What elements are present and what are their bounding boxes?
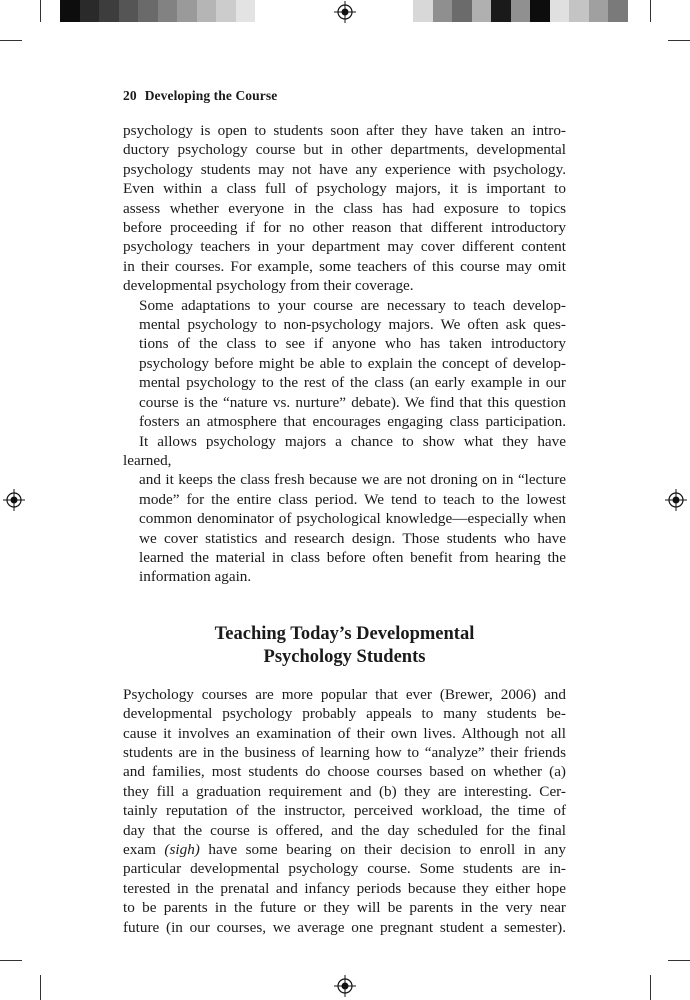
color-swatch (197, 0, 217, 22)
text-line: course is the “nature vs. nurture” debate). We find that this question (139, 393, 566, 411)
running-title: Developing the Course (144, 88, 278, 103)
color-swatch (236, 0, 256, 22)
text-line: particular developmental psychology course. Some students are in- (123, 860, 566, 878)
color-swatch (511, 0, 531, 22)
color-swatch (138, 0, 158, 22)
text-run: exam (123, 841, 165, 858)
color-swatch (433, 0, 453, 22)
registration-mark-icon (334, 1, 356, 23)
text-line: Even within a class full of psychology majors, it is important to (123, 180, 566, 198)
paragraph (123, 121, 566, 296)
text-line: assess whether everyone in the class has had exposure to topics (123, 199, 566, 217)
color-swatch (452, 0, 472, 22)
text-line: and it keeps the class fresh because we are not droning on in “lecture (139, 471, 566, 489)
color-swatch (413, 0, 433, 22)
color-swatch (569, 0, 589, 22)
color-swatch (608, 0, 628, 22)
color-swatch (80, 0, 100, 22)
section-heading-line: Teaching Today’s Developmental (214, 623, 475, 644)
crop-mark (40, 0, 41, 22)
text-line: tions of the class to see if anyone who has taken introductory (139, 335, 566, 353)
color-swatch (530, 0, 550, 22)
text-line: future (in our courses, we average one pregnant student a semester). (123, 918, 566, 936)
color-swatch (158, 0, 178, 22)
text-line: psychology is open to students soon after they have taken an intro- (123, 122, 566, 139)
text-line: It allows psychology majors a chance to show what they have learned, (123, 432, 566, 469)
text-line: and families, most students do choose courses based on whether (a) (123, 763, 566, 781)
crop-mark (0, 960, 22, 961)
text-line: before proceeding if for no other reason that different introductory (123, 219, 566, 237)
color-swatch (491, 0, 511, 22)
text-line: mental psychology to the rest of the class (an early example in our (139, 374, 566, 392)
text-line: mode” for the entire class period. We tend to teach to the lowest (139, 490, 566, 508)
color-bar-left (60, 0, 275, 22)
text-line: learned the material in class before often benefit from hearing the (139, 548, 566, 566)
text-line: information again. (139, 568, 252, 586)
paragraph (123, 296, 566, 587)
text-line: Some adaptations to your course are necessary to teach develop- (139, 296, 566, 314)
text-line: mental psychology to non-psychology majors. We often ask ques- (139, 316, 566, 334)
text-line: fosters an atmosphere that encourages engaging class participation. (139, 413, 566, 431)
text-line: psychology teachers in your department may cover different content (123, 238, 566, 256)
color-swatch (119, 0, 139, 22)
crop-mark (0, 40, 22, 41)
text-line: psychology students may not have any experience with psychology. (123, 160, 566, 178)
color-swatch (216, 0, 236, 22)
color-swatch (550, 0, 570, 22)
registration-mark-icon (665, 489, 687, 511)
registration-mark-icon (334, 975, 356, 997)
color-swatch (589, 0, 609, 22)
registration-mark-icon (3, 489, 25, 511)
text-line: they fill a graduation requirement and (b) they are interesting. Cer- (123, 782, 566, 800)
text-line: we cover statistics and research design. Those students who have (139, 529, 566, 547)
crop-mark (40, 975, 41, 1000)
color-swatch (255, 0, 275, 22)
text-line: developmental psychology probably appeals to many students be- (123, 705, 566, 723)
color-swatch (472, 0, 492, 22)
text-line: day that the course is offered, and the day scheduled for the final (123, 821, 566, 839)
text-run: have some bearing on their decision to enroll in any (199, 841, 566, 858)
section-heading (123, 623, 566, 669)
text-line: in their courses. For example, some teachers of this course may omit (123, 257, 566, 275)
section-heading-line: Psychology Students (263, 646, 426, 667)
body-text (123, 121, 566, 937)
paragraph (123, 685, 566, 937)
text-line: ductory psychology course but in other departments, developmental (123, 141, 566, 159)
text-line: psychology before might be able to explain the concept of develop- (139, 354, 566, 372)
crop-mark (668, 40, 690, 41)
text-line: common denominator of psychological knowledge—especially when (139, 510, 566, 528)
text-line: Psychology courses are more popular that ever (Brewer, 2006) and (123, 685, 566, 703)
text-line: students are in the business of learning how to “analyze” their friends (123, 743, 566, 761)
text-line: terested in the prenatal and infancy periods because they either hope (123, 879, 566, 897)
text-line: developmental psychology from their coverage. (123, 277, 414, 295)
book-page (123, 88, 566, 937)
color-swatch (99, 0, 119, 22)
crop-mark (650, 975, 651, 1000)
text-line: tainly reputation of the instructor, perceived workload, the time of (123, 802, 566, 820)
color-swatch (60, 0, 80, 22)
text-line (123, 840, 566, 859)
color-swatch (177, 0, 197, 22)
crop-mark (668, 960, 690, 961)
color-bar-right (413, 0, 628, 22)
text-line: to be parents in the future or they will be parents in the very near (123, 899, 566, 917)
text-line: cause it involves an examination of their own lives. Although not all (123, 724, 566, 742)
crop-mark (650, 0, 651, 22)
running-head (123, 88, 566, 104)
italic-aside: (sigh) (164, 841, 200, 858)
page-number: 20 (123, 88, 137, 103)
